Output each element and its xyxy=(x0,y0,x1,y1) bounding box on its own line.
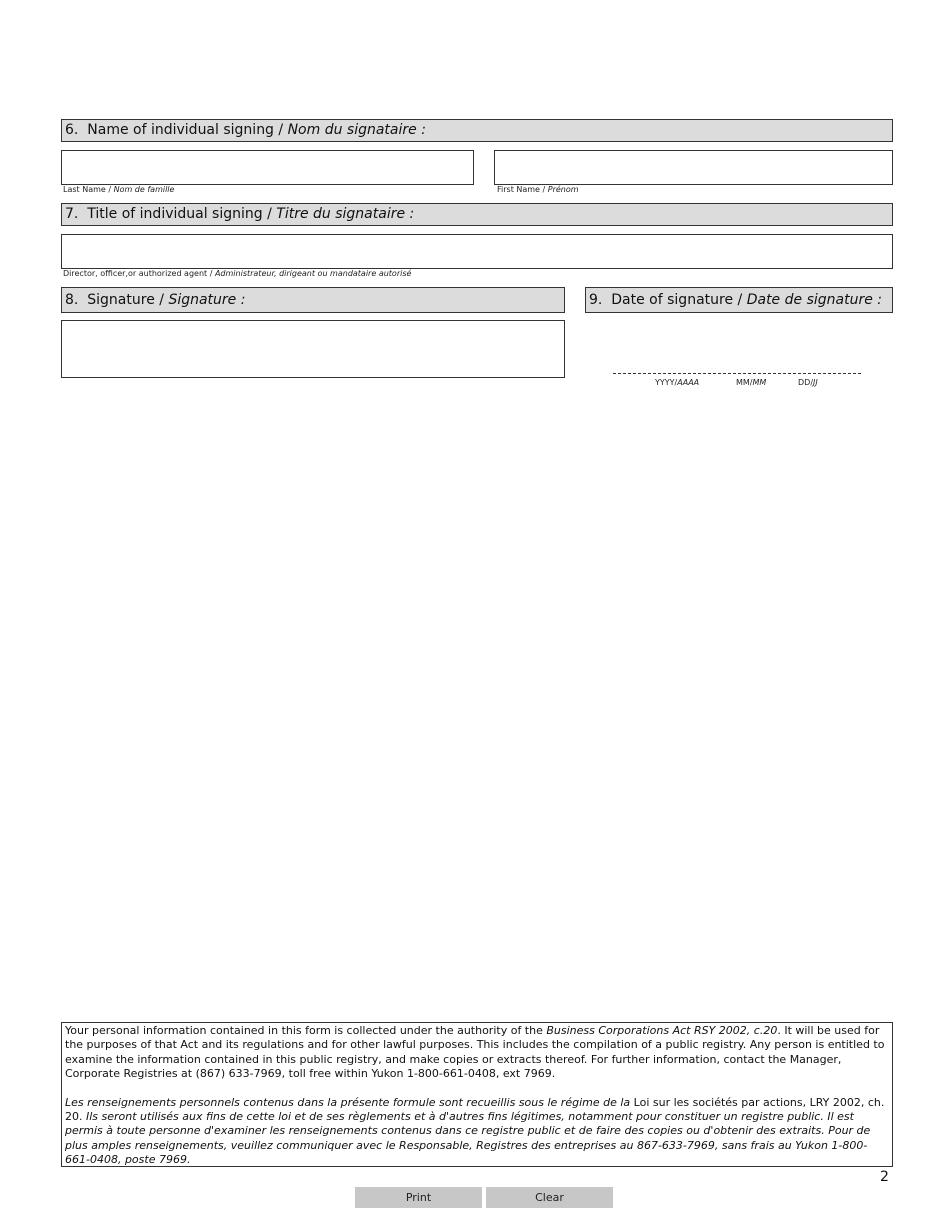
notice-fr-part2: Ils seront utilisés aux fins de cette loi et de ses règlements et à d'autres fins légitimes, notamment pour constituer un registre public. Il est permis à toute personne d'examiner les renseignements contenus dans ce registre public et de faire des copies ou d'obtenir des extraits. Pour de plus amples renseignements, veuillez communiquer avec le Responsable, Registres des entreprises au 867-633-7969, sans frais au Yukon 1-800-661-0408, poste 7969. xyxy=(65,1110,871,1167)
section-9-number: 9. xyxy=(589,292,603,308)
privacy-notice-en xyxy=(65,1024,889,1082)
section-8-label-en: Signature / xyxy=(87,292,164,308)
section-8-header xyxy=(61,287,565,313)
first-name-caption xyxy=(497,185,579,194)
section-7-header xyxy=(61,203,893,226)
last-name-caption-en: Last Name / xyxy=(63,185,112,194)
section-8-number: 8. xyxy=(65,292,79,308)
title-caption-fr: Administrateur, dirigeant ou mandataire autorisé xyxy=(214,269,412,278)
first-name-input[interactable] xyxy=(494,150,893,185)
title-caption xyxy=(63,269,411,278)
date-year-label-en: YYYY/ xyxy=(655,378,678,387)
section-7-label-en: Title of individual signing / xyxy=(87,206,272,222)
section-6-header xyxy=(61,119,893,142)
section-9-label-fr: Date de signature : xyxy=(746,292,882,308)
first-name-caption-fr: Prénom xyxy=(547,185,579,194)
last-name-caption xyxy=(63,185,174,194)
page-number: 2 xyxy=(880,1169,889,1185)
date-month-label xyxy=(736,378,766,387)
last-name-input[interactable] xyxy=(61,150,474,185)
privacy-notice-fr xyxy=(65,1096,889,1168)
notice-fr-act: Loi sur les sociétés par actions, LRY 2002, ch. 20. xyxy=(65,1095,885,1124)
date-month-label-fr: MM xyxy=(752,378,767,387)
date-month-label-en: MM/ xyxy=(736,378,753,387)
notice-en-part1: Your personal information contained in this form is collected under the authority of the xyxy=(65,1024,547,1037)
section-6-label-en: Name of individual signing / xyxy=(87,122,284,138)
section-8-label-fr: Signature : xyxy=(168,292,246,308)
date-year-label-fr: AAAA xyxy=(677,378,700,387)
title-caption-en: Director, officer,or authorized agent / xyxy=(63,269,213,278)
date-year-label xyxy=(655,378,699,387)
notice-fr-part1: Les renseignements personnels contenus dans la présente formule sont recueillis sous le régime de la xyxy=(65,1095,634,1109)
date-day-label-en: DD/ xyxy=(798,378,814,387)
date-underline xyxy=(613,373,861,374)
signature-box[interactable] xyxy=(61,320,565,378)
section-9-label-en: Date of signature / xyxy=(611,292,743,308)
section-6-label-fr: Nom du signataire : xyxy=(287,122,426,138)
notice-en-act: Business Corporations Act RSY 2002, c.20 xyxy=(546,1024,778,1037)
section-6-number: 6. xyxy=(65,122,79,138)
clear-button[interactable]: Clear xyxy=(486,1187,613,1208)
date-day-label-fr: JJ xyxy=(813,378,818,387)
section-9-header xyxy=(585,287,893,313)
title-input[interactable] xyxy=(61,234,893,269)
privacy-notice xyxy=(61,1022,893,1167)
first-name-caption-en: First Name / xyxy=(497,185,546,194)
date-input[interactable] xyxy=(613,340,861,374)
notice-en-part2: . It will be used for the purposes of that Act and its regulations and for other lawful purposes. This includes the compilation of a public registry. Any person is entitled to examine the information contained in this public registry, and make copies or extracts thereof. For further information, contact the Manager, Corporate Registries at (867) 633-7969, toll free within Yukon 1-800-661-0408, ext 7969. xyxy=(65,1024,885,1081)
date-day-label xyxy=(798,378,818,387)
print-button[interactable]: Print xyxy=(355,1187,482,1208)
last-name-caption-fr: Nom de famille xyxy=(113,185,175,194)
section-7-label-fr: Titre du signataire : xyxy=(276,206,415,222)
section-7-number: 7. xyxy=(65,206,79,222)
